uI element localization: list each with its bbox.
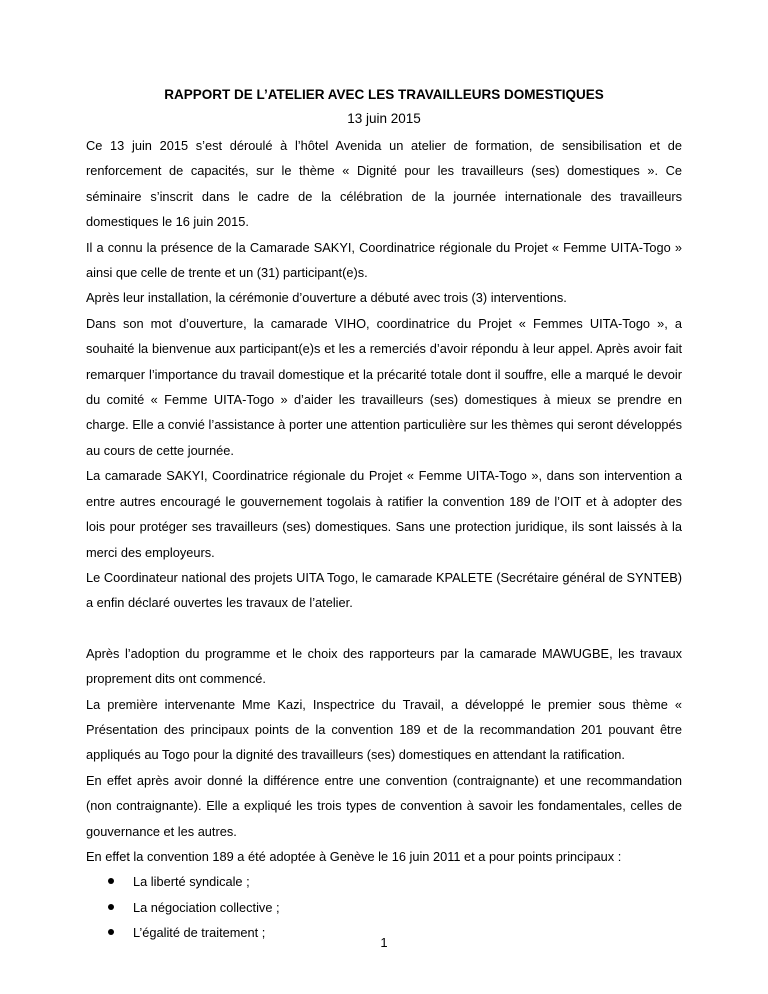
paragraph: Après leur installation, la cérémonie d’ouverture a débuté avec trois (3) interventions. — [86, 290, 567, 306]
paragraph: En effet après avoir donné la différence entre une convention (contraignante) et une recommandation (non contraignante). Elle a expliqué les trois types de convention à savoir les fondamentales, celles de gouvernance et les autres. — [86, 772, 682, 839]
bullet-icon — [108, 878, 114, 884]
blank-line — [86, 616, 682, 641]
list-item-text: La négociation collective ; — [133, 899, 280, 915]
paragraph: La camarade SAKYI, Coordinatrice régionale du Projet « Femme UITA-Togo », dans son intervention a entre autres encouragé le gouvernement togolais à ratifier la convention 189 de l’OIT et à adopter des lois pour protéger ses travailleurs (ses) domestiques. Sans une protection juridique, ils sont laissés à la merci des employeurs. — [86, 468, 682, 560]
list-item — [108, 895, 682, 920]
paragraph: Après l’adoption du programme et le choix des rapporteurs par la camarade MAWUGBE, les travaux proprement dits ont commencé. — [86, 645, 682, 687]
paragraph: En effet la convention 189 a été adoptée à Genève le 16 juin 2011 et a pour points principaux : — [86, 848, 622, 864]
list-item-text: L’égalité de traitement ; — [133, 925, 266, 941]
paragraph: La première intervenante Mme Kazi, Inspectrice du Travail, a développé le premier sous thème « Présentation des principaux points de la convention 189 et de la recommandation 201 pouvant être appliqués au Togo pour la dignité des travailleurs (ses) domestiques en attendant la ratification. — [86, 696, 682, 763]
list-item — [108, 869, 682, 894]
report-body — [86, 133, 682, 946]
page-number: 1 — [380, 935, 388, 950]
paragraph: Ce 13 juin 2015 s’est déroulé à l’hôtel Avenida un atelier de formation, de sensibilisation et de renforcement de capacités, sur le thème « Dignité pour les travailleurs (ses) domestiques ». Ce séminaire s’inscrit dans le cadre de la célébration de la journée internationale des travailleurs domestiques le 16 juin 2015. — [86, 138, 682, 230]
list-item-text: La liberté syndicale ; — [133, 874, 250, 890]
document-title: RAPPORT DE L’ATELIER AVEC LES TRAVAILLEURS DOMESTIQUES — [164, 87, 604, 102]
bullet-icon — [108, 904, 114, 910]
document-date: 13 juin 2015 — [347, 111, 421, 126]
paragraph: Le Coordinateur national des projets UITA Togo, le camarade KPALETE (Secrétaire général de SYNTEB) a enfin déclaré ouvertes les travaux de l’atelier. — [86, 569, 682, 611]
paragraph: Dans son mot d’ouverture, la camarade VIHO, coordinatrice du Projet « Femmes UITA-Togo », a souhaité la bienvenue aux participant(e)s et les a remerciés d’avoir répondu à leur appel. Après avoir fait remarquer l’importance du travail domestique et la précarité totale dont il souffre, elle a marqué le devoir du comité « Femme UITA-Togo » d’aider les travailleurs (ses) domestiques à mieux se prendre en charge. Elle a convié l’assistance à porter une attention particulière sur les thèmes qui seront développés au cours de cette journée. — [86, 315, 682, 458]
paragraph: Il a connu la présence de la Camarade SAKYI, Coordinatrice régionale du Projet « Femme UITA-Togo » ainsi que celle de trente et un (31) participant(e)s. — [86, 239, 682, 281]
